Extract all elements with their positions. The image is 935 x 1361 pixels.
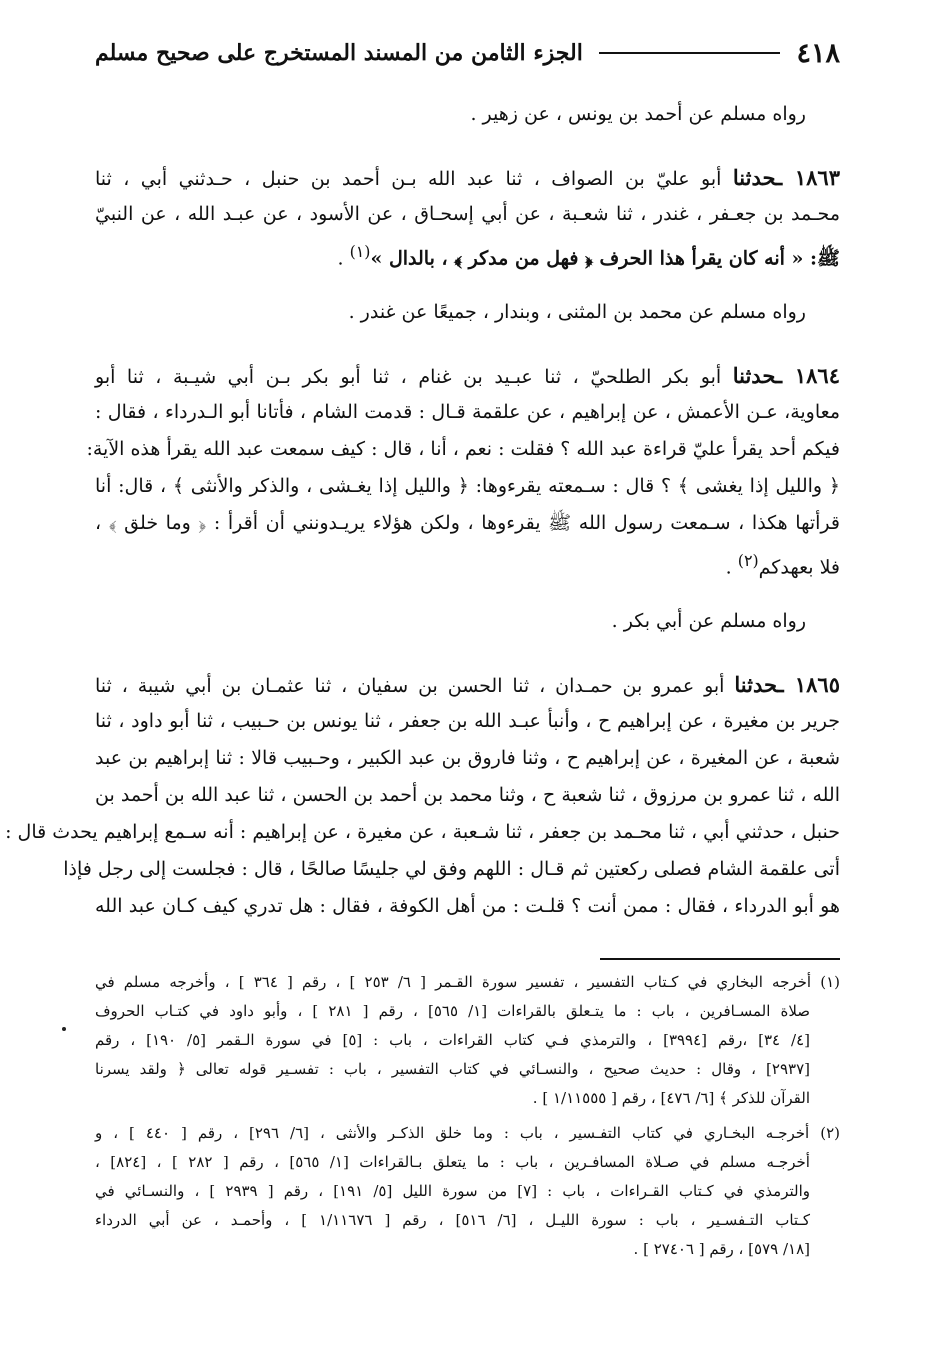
hadith-line	[95, 542, 840, 579]
hadith-text: ﷺ: « أنه كان يقرأ هذا الحرف ﴿ فهل من مدكر ﴾ ، بالدال »	[370, 247, 840, 270]
hadith-text: أبو عمرو بن حمـدان ، ثنا الحسن بن سفيان ، ثنا عثمـان بن أبي شيبة ، ثنا	[95, 675, 725, 697]
footnote-line: صلاة المسـافرين ، باب : ما يتـعلق بالقراءات [١/ ٥٦٥] ، رقم [ ٢٨١ ] ، وأبو داود في كتـاب الحروف	[95, 1002, 811, 1020]
spacer	[95, 579, 840, 603]
main-text	[5, 96, 840, 925]
hadith-text: أبو عليّ بن الصواف ، ثنا عبد الله بـن أحمد بن حنبل ، حـدثني أبي ، ثنا	[95, 168, 722, 190]
footnote-line: [١٨/ ٥٧٩] ، رقم [ ٢٧٤٠٦ ] .	[633, 1240, 810, 1258]
hadith-number: ١٨٦٣ ـ	[776, 165, 840, 190]
hadith-keyword: حدثنا	[732, 363, 776, 388]
footnote-line	[95, 968, 840, 997]
running-title: الجزء الثامن من المسند المستخرج على صحيح مسلم	[95, 40, 583, 66]
footnotes	[95, 968, 840, 1264]
footnote-line: القرآن للذكر ﴾ [٦/ ٤٧٦] ، رقم [ ١/١١٥٥٥ ] .	[532, 1089, 810, 1107]
narration-note: رواه مسلم عن أبي بكر .	[611, 610, 806, 632]
footnote-text: أخرجـه البخـاري في كتاب التفـسير ، باب : وما خلق الذكـر والأنثى ، [٦/ ٢٩٦] ، رقم [ ٤٤٠ ] ، و	[95, 1124, 810, 1142]
hadith-line	[95, 357, 840, 394]
spacer	[95, 133, 840, 159]
hadith-line	[95, 233, 840, 270]
spacer	[95, 640, 840, 666]
hadith-number: ١٨٦٤ ـ	[775, 363, 840, 388]
footnote-line	[95, 1119, 840, 1148]
hadith-number: ١٨٦٥ ـ	[777, 672, 840, 697]
hadith-1865	[5, 666, 840, 925]
hadith-line: فيكم أحد يقرأ عليّ قراءة عبد الله ؟ فقلت : نعم ، أنا ، قال : كيف سمعت عبد الله يقرأ هذه الآية:	[86, 438, 840, 460]
hadith-text: .	[337, 247, 350, 270]
hadith-line: الله ، ثنا عمرو بن مرزوق ، ثنا شعبة ح ، وثنا محمد بن أحمد بن الحسن ، ثنا عبد الله بن أحمد بن	[95, 784, 840, 806]
footnote-separator	[600, 958, 840, 960]
spacer	[95, 331, 840, 357]
hadith-keyword: حدثنا	[734, 672, 778, 697]
footnote-text: أخرجه البخاري في كـتاب التفسير ، تفسير سورة القـمر [ ٦/ ٢٥٣ ] ، رقم [ ٣٦٤ ] ، وأخرجه مسلم في	[95, 973, 812, 991]
hadith-line	[95, 666, 840, 703]
footnote-line: [٢٩٣٧] ، وقال : حديث صحيح ، والنسـائي في كتاب التفسير ، باب : تفسـير قوله تعالى ﴿ ولقد يسرنا	[95, 1060, 810, 1078]
footnote-line: والترمذي في كـتاب القـراءات ، باب : [٧] من سورة الليل [٥/ ١٩١] ، رقم [ ٢٩٣٩ ] ، والنسـائي في	[95, 1182, 811, 1200]
hadith-line: ﴿ والليل إذا يغشى ﴾ ؟ قال : سـمعته يقرءوها: ﴿ والليل إذا يغـشى ، والذكر والأنثى ﴾ ، قال: أنا	[95, 475, 840, 497]
hadith-line: محـمد بن جعـفر ، غندر ، ثنا شعـبة ، عن أبي إسحـاق ، عن الأسود ، عن عبـد الله ، عن النبيّ	[95, 203, 840, 225]
hadith-line: هو أبو الدرداء ، فقال : ممن أنت ؟ قلـت : من أهل الكوفة ، فقال : هل تدري كيف كـان عبد الله	[95, 895, 840, 917]
footnote-line: [٤/ ٣٤] ،رقم [٣٩٩٤] ، والترمذي فـي كتاب القراءات ، باب : [٥] في سورة الـقمر [٥/ ١٩٠] ، رقم	[95, 1031, 810, 1049]
hadith-keyword: حدثنا	[732, 165, 777, 190]
footnote-line: أخرجـه مسلم في صـلاة المسافـرين ، باب : ما يتعلق بـالقراءات [١/ ٥٦٥] ، رقم [ ٢٨٢ ] ، [٨٢٤] ،	[95, 1153, 810, 1171]
spacer	[95, 270, 840, 294]
hadith-line: قرأتها هكذا ، سـمعت رسول الله ﷺ يقرءوها ، ولكن هؤلاء يريـدونني أن أقرأ : ﴿ وما خلق ﴾ ،	[95, 512, 840, 534]
footnote-line: كـتاب التـفسـير ، باب : سورة الليـل ، [٦/ ٥١٦] ، رقم [ ١/١١٦٧٦ ] ، وأحمـد ، عن أبي الدرداء	[95, 1211, 810, 1229]
hadith-line: جرير بن مغيرة ، عن إبراهيم ح ، وأنبأ عبـد الله بن جعفر ، ثنا يونس بن حـبيب ، ثنا أبو داود ، ثنا	[95, 710, 840, 732]
header-rule	[599, 52, 781, 54]
hadith-text: .	[725, 556, 738, 579]
footnote-2	[95, 1119, 840, 1264]
hadith-1864	[86, 357, 840, 579]
hadith-text: أبو بكر الطلحيّ ، ثنا عبـيد بن غنام ، ثنا أبو بكر بـن أبي شيـبة ، ثنا أبو	[95, 366, 722, 388]
page-number: ٤١٨	[796, 37, 840, 69]
hadith-line: معاوية، عـن الأعمش ، عن إبراهيم ، عن علقمة قـال : قدمت الشام ، فأتانا أبو الـدرداء ، فقال :	[95, 401, 840, 423]
hadith-line	[95, 159, 840, 196]
hadith-line: حنبل ، حدثني أبي ، ثنا محـمد بن جعفر ، ثنا شـعبة ، عن مغيرة ، عن إبراهيم : أنه سـمع إبراهيم يحدث قال :	[5, 821, 840, 843]
page-header	[95, 30, 840, 76]
hadith-1863	[95, 159, 840, 270]
footnote-1	[95, 968, 840, 1113]
hadith-line: شعبة ، عن المغيرة ، عن إبراهيم ح ، وثنا فاروق بن عبد الكبير ، وحـبيب قالا : ثنا إبراهيم بن عبد	[95, 747, 840, 769]
narration-note: رواه مسلم عن محمد بن المثنى ، وبندار ، جميعًا عن غندر .	[348, 301, 806, 323]
hadith-line: أتى علقمة الشام فصلى ركعتين ثم قـال : اللهم وفق لي جليسًا صالحًا ، قال : فجلست إلى رجل فإذا	[63, 858, 840, 880]
footnote-marker: (٢)	[820, 1124, 840, 1142]
footnote-reference[interactable]: (٢)	[737, 551, 759, 570]
narration-note: رواه مسلم عن أحمد بن يونس ، عن زهير .	[470, 103, 806, 125]
hadith-text: فلا بعهدكم	[758, 556, 840, 579]
footnote-marker: (١)	[820, 973, 840, 991]
footnote-reference[interactable]: (١)	[349, 242, 371, 261]
scan-speck	[62, 1027, 66, 1031]
